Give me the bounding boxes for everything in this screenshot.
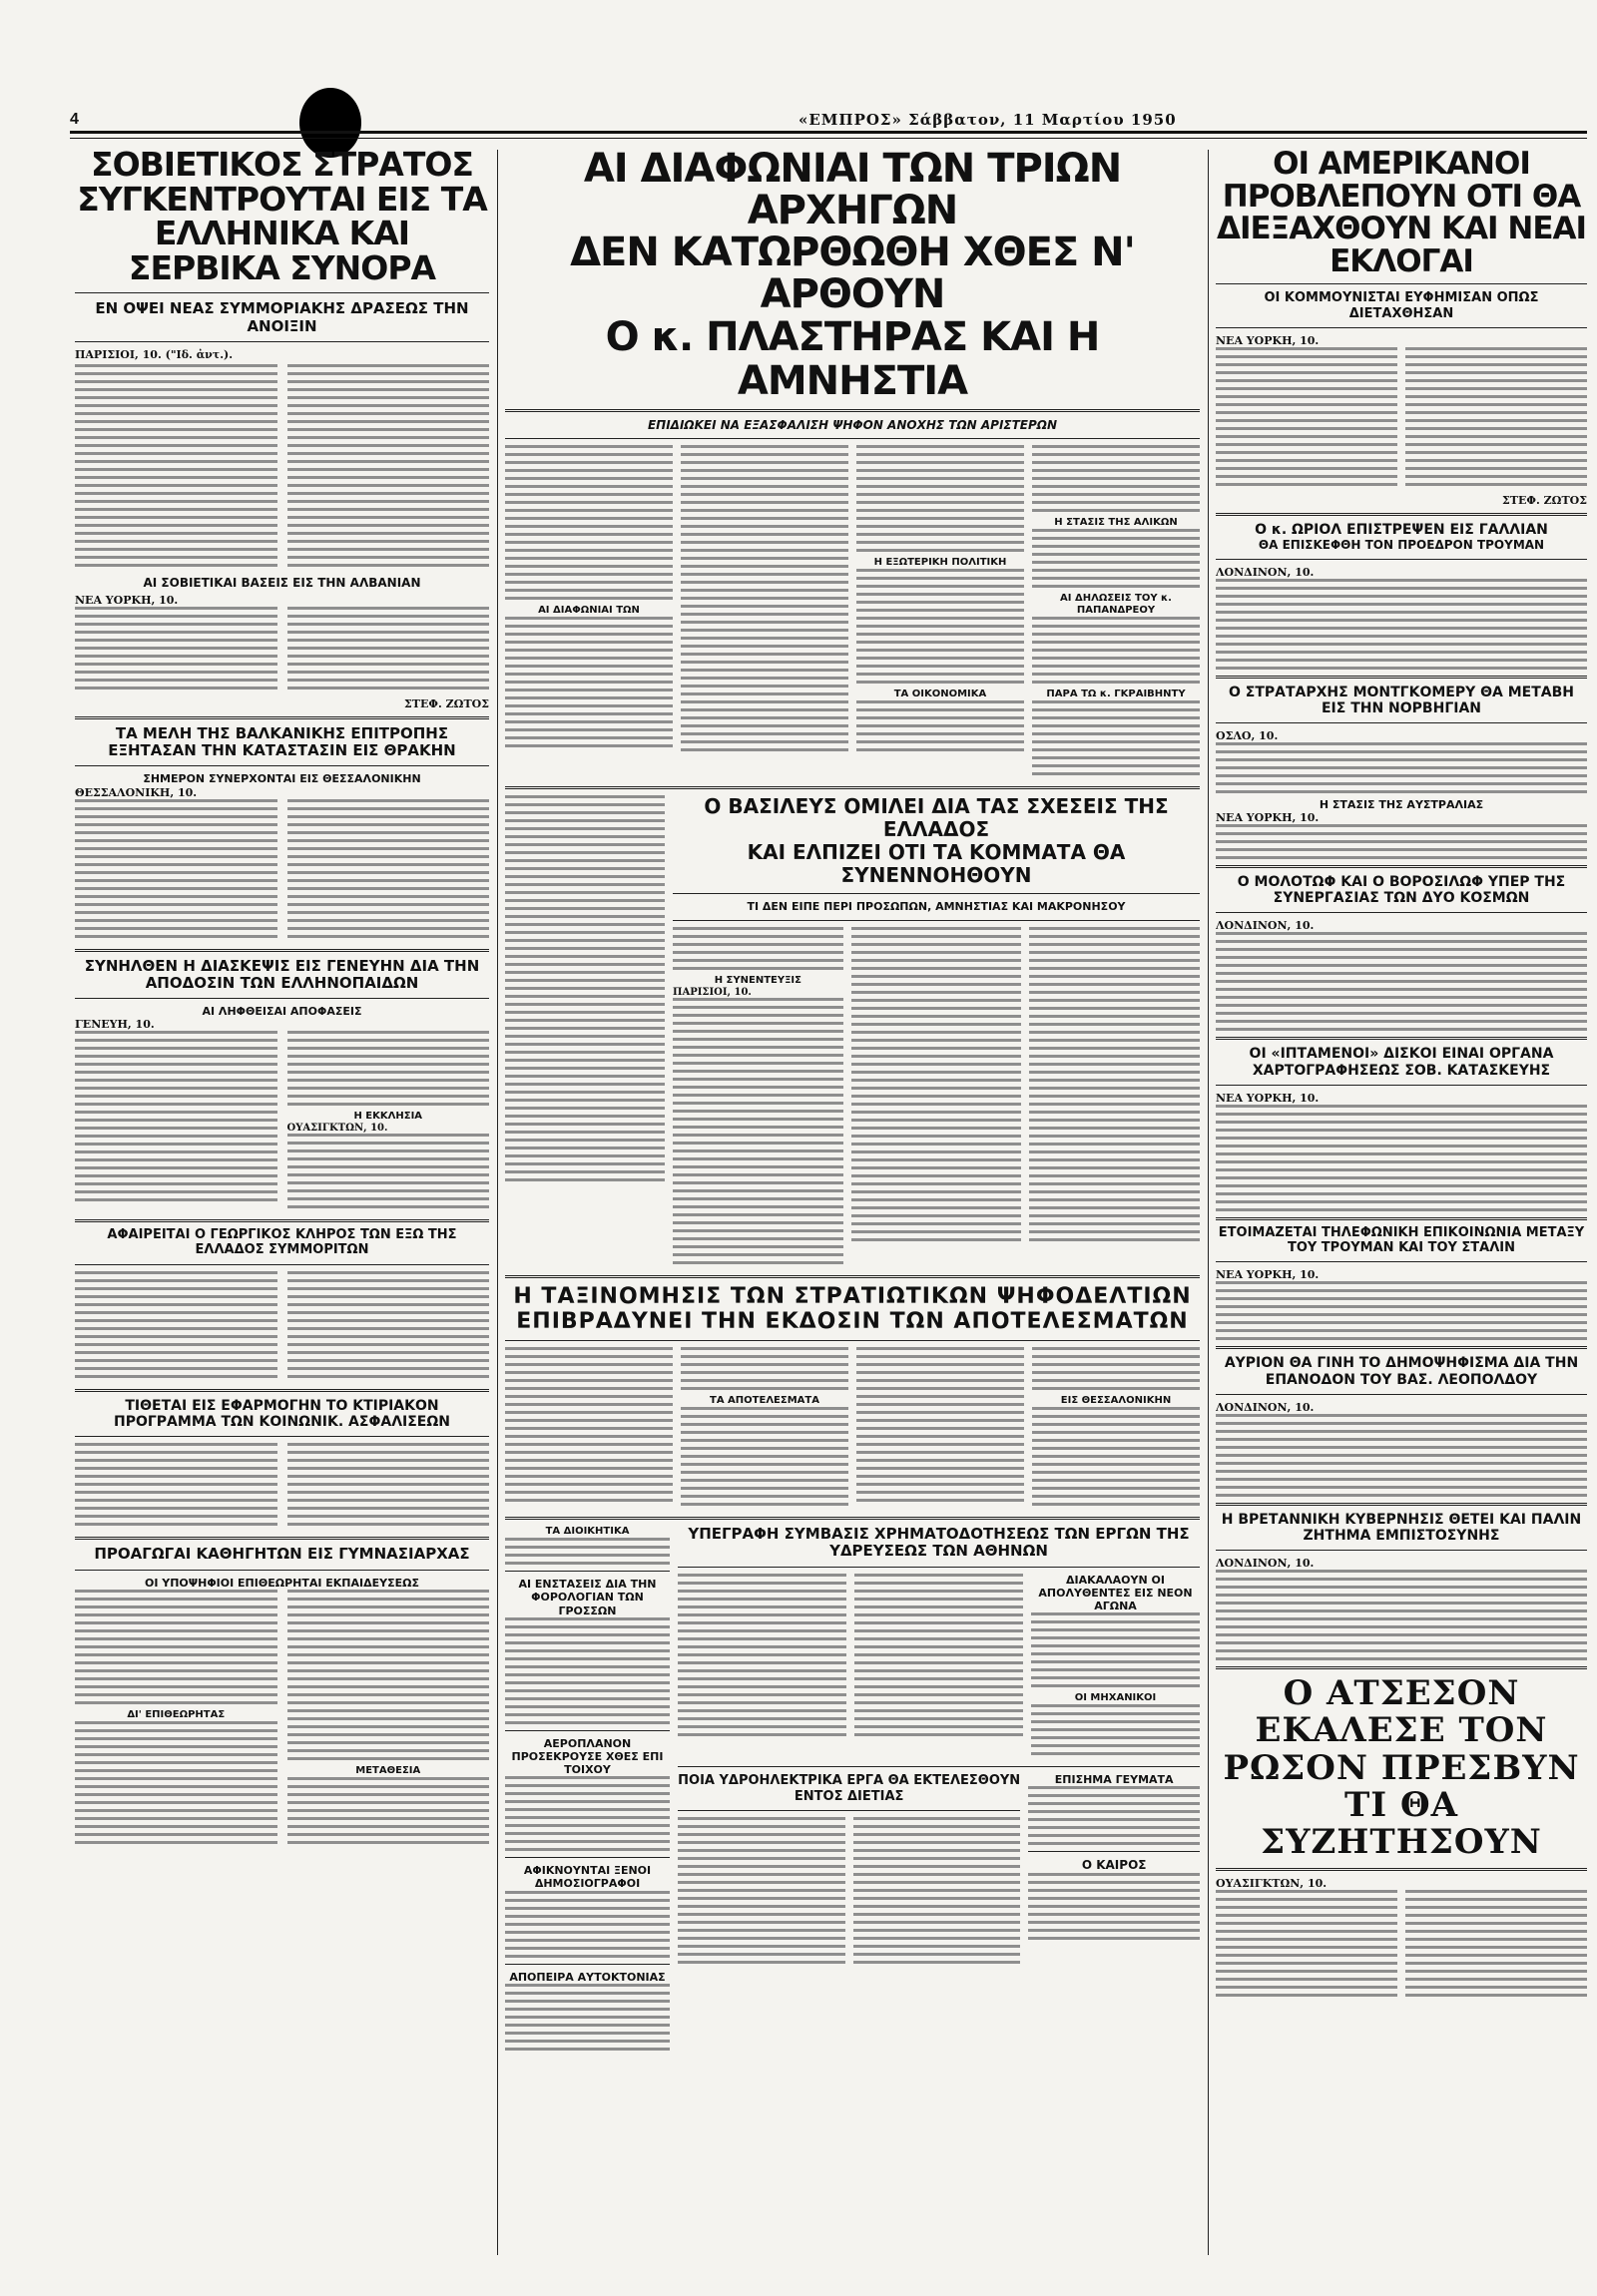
byline: ΣΤΕΦ. ΖΩΤΟΣ <box>1502 494 1587 508</box>
section-headline: Ο ΚΑΙΡΟΣ <box>1081 1858 1147 1873</box>
section-subhead: ΟΙ ΜΗΧΑΝΙΚΟΙ <box>1074 1692 1157 1704</box>
column-rule <box>1208 150 1209 2255</box>
section-headline: ΕΠΙΣΗΜΑ ΓΕΥΜΑΤΑ <box>1054 1773 1174 1787</box>
section-headline: ΟΙ «ΙΠΤΑΜΕΝΟΙ» ΔΙΣΚΟΙ ΕΙΝΑΙ ΟΡΓΑΝΑ ΧΑΡΤΟΓΡΑΦΗΣΕΩΣ ΣΟΒ. ΚΑΤΑΣΚΕΥΗΣ <box>1249 1046 1554 1079</box>
main-deck: ΕΠΙΔΙΩΚΕΙ ΝΑ ΕΞΑΣΦΑΛΙΣΗ ΨΗΦΟΝ ΑΝΟΧΗΣ ΤΩΝ ΑΡΙΣΤΕΡΩΝ <box>647 418 1058 432</box>
section-subhead: Η ΕΚΚΛΗΣΙΑ <box>353 1111 423 1123</box>
dateline: ΛΟΝΔΙΝΟΝ, 10. <box>1216 565 1315 579</box>
section-headline: ΑΙ ΕΝΣΤΑΣΕΙΣ ΔΙΑ ΤΗΝ ΦΟΡΟΛΟΓΙΑΝ ΤΩΝ ΓΡΟΣΣΩΝ <box>518 1578 657 1617</box>
section-subhead: ΑΙ ΔΗΛΩΣΕΙΣ ΤΟΥ κ. ΠΑΠΑΝΔΡΕΟΥ <box>1060 593 1172 617</box>
dateline: ΝΕΑ ΥΟΡΚΗ, 10. <box>1216 1091 1320 1105</box>
dateline: ΝΕΑ ΥΟΡΚΗ, 10. <box>1216 811 1320 825</box>
left-main-headline: ΣΟΒΙΕΤΙΚΟΣ ΣΤΡΑΤΟΣ ΣΥΓΚΕΝΤΡΟΥΤΑΙ ΕΙΣ ΤΑ ΕΛΛΗΝΙΚΑ ΚΑΙ ΣΕΡΒΙΚΑ ΣΥΝΟΡΑ <box>77 148 487 287</box>
section-subhead: Η ΣΥΝΕΝΤΕΥΞΙΣ <box>714 974 801 986</box>
dateline: ΠΑΡΙΣΙΟΙ, 10. <box>673 986 752 998</box>
section-headline: ΔΙΑΚΑΛΑΟΥΝ ΟΙ ΑΠΟΛΥΘΕΝΤΕΣ ΕΙΣ ΝΕΟΝ ΑΓΩΝΑ <box>1038 1573 1193 1613</box>
section-subhead: Η ΣΤΑΣΙΣ ΤΗΣ ΑΥΣΤΡΑΛΙΑΣ <box>1319 798 1484 812</box>
section-subhead: ΔΙ' ΕΠΙΘΕΩΡΗΤΑΣ <box>127 1708 226 1720</box>
section-headline: ΠΡΟΑΓΩΓΑΙ ΚΑΘΗΓΗΤΩΝ ΕΙΣ ΓΥΜΝΑΣΙΑΡΧΑΣ <box>94 1545 470 1564</box>
ballots-headline-line-2: ΕΠΙΒΡΑΔΥΝΕΙ ΤΗΝ ΕΚΔΟΣΙΝ ΤΩΝ ΑΠΟΤΕΛΕΣΜΑΤΩΝ <box>516 1308 1189 1334</box>
section-headline: ΠΟΙΑ ΥΔΡΟΗΛΕΚΤΡΙΚΑ ΕΡΓΑ ΘΑ ΕΚΤΕΛΕΣΘΟΥΝ ΕΝΤΟΣ ΔΙΕΤΙΑΣ <box>678 1773 1021 1804</box>
left-main-deck: ΕΝ ΟΨΕΙ ΝΕΑΣ ΣΥΜΜΟΡΙΑΚΗΣ ΔΡΑΣΕΩΣ ΤΗΝ ΑΝΟΙΞΙΝ <box>95 298 469 335</box>
section-head: ΑΙ ΣΟΒΙΕΤΙΚΑΙ ΒΑΣΕΙΣ ΕΙΣ ΤΗΝ ΑΛΒΑΝΙΑΝ <box>143 575 421 590</box>
right-main-deck: ΟΙ ΚΟΜΜΟΥΝΙΣΤΑΙ ΕΥΦΗΜΙΣΑΝ ΟΠΩΣ ΔΙΕΤΑΧΘΗΣΑΝ <box>1264 290 1539 321</box>
dateline: ΠΑΡΙΣΙΟΙ, 10. ("Ιδ. ἀντ.). <box>75 347 234 361</box>
masthead-rule <box>70 138 1587 139</box>
running-title: «ΕΜΠΡΟΣ» Σάββατον, 11 Μαρτίου 1950 <box>798 111 1177 129</box>
king-headline-line-1: Ο ΒΑΣΙΛΕΥΣ ΟΜΙΛΕΙ ΔΙΑ ΤΑΣ ΣΧΕΣΕΙΣ ΤΗΣ ΕΛΛΑΔΟΣ <box>704 794 1169 842</box>
dateline: ΟΥΑΣΙΓΚΤΩΝ, 10. <box>1216 1876 1328 1890</box>
section-headline: ΑΠΟΠΕΙΡΑ ΑΥΤΟΚΤΟΝΙΑΣ <box>509 1970 666 1984</box>
ballots-headline-line-1: Η ΤΑΞΙΝΟΜΗΣΙΣ ΤΩΝ ΣΤΡΑΤΙΩΤΙΚΩΝ ΨΗΦΟΔΕΛΤΙΩΝ <box>513 1283 1192 1309</box>
section-subhead: ΕΙΣ ΘΕΣΣΑΛΟΝΙΚΗΝ <box>1060 1395 1172 1407</box>
section-subhead: Η ΕΞΩΤΕΡΙΚΗ ΠΟΛΙΤΙΚΗ <box>873 557 1007 569</box>
section-subhead: Η ΣΤΑΣΙΣ ΤΗΣ ΑΛΙΚΩΝ <box>1054 517 1178 529</box>
article-text <box>75 364 277 572</box>
dateline: ΛΟΝΔΙΝΟΝ, 10. <box>1216 1400 1315 1414</box>
right-main-headline: ΟΙ ΑΜΕΡΙΚΑΝΟΙ ΠΡΟΒΛΕΠΟΥΝ ΟΤΙ ΘΑ ΔΙΕΞΑΧΘΟΥΝ ΚΑΙ ΝΕΑΙ ΕΚΛΟΓΑΙ <box>1216 148 1587 279</box>
section-subhead: ΤΑ ΑΠΟΤΕΛΕΣΜΑΤΑ <box>710 1395 819 1407</box>
dateline: ΟΥΑΣΙΓΚΤΩΝ, 10. <box>286 1123 388 1135</box>
left-column <box>75 148 489 2263</box>
section-subhead: ΣΗΜΕΡΟΝ ΣΥΝΕΡΧΟΝΤΑΙ ΕΙΣ ΘΕΣΣΑΛΟΝΙΚΗΝ <box>143 772 421 786</box>
main-headline-line-3: Ο κ. ΠΛΑΣΤΗΡΑΣ ΚΑΙ Η ΑΜΝΗΣΤΙΑ <box>605 314 1100 404</box>
section-headline: Ο ΣΤΡΑΤΑΡΧΗΣ ΜΟΝΤΓΚΟΜΕΡΥ ΘΑ ΜΕΤΑΒΗ ΕΙΣ ΤΗΝ ΝΟΡΒΗΓΙΑΝ <box>1229 684 1574 716</box>
section-subhead: ΘΑ ΕΠΙΣΚΕΦΘΗ ΤΟΝ ΠΡΟΕΔΡΟΝ ΤΡΟΥΜΑΝ <box>1258 538 1545 553</box>
section-headline: ΕΤΟΙΜΑΖΕΤΑΙ ΤΗΛΕΦΩΝΙΚΗ ΕΠΙΚΟΙΝΩΝΙΑ ΜΕΤΑΞΥ ΤΟΥ ΤΡΟΥΜΑΝ ΚΑΙ ΤΟΥ ΣΤΑΛΙΝ <box>1218 1224 1585 1255</box>
main-headline-line-2: ΔΕΝ ΚΑΤΩΡΘΩΘΗ ΧΘΕΣ Ν' ΑΡΘΟΥΝ <box>570 230 1135 317</box>
column-rule <box>497 150 498 2255</box>
section-headline: Η ΒΡΕΤΑΝΝΙΚΗ ΚΥΒΕΡΝΗΣΙΣ ΘΕΤΕΙ ΚΑΙ ΠΑΛΙΝ ΖΗΤΗΜΑ ΕΜΠΙΣΤΟΣΥΝΗΣ <box>1221 1511 1582 1544</box>
center-section <box>505 148 1200 2263</box>
section-headline: ΥΠΕΓΡΑΦΗ ΣΥΜΒΑΣΙΣ ΧΡΗΜΑΤΟΔΟΤΗΣΕΩΣ ΤΩΝ ΕΡΓΩΝ ΤΗΣ ΥΔΡΕΥΣΕΩΣ ΤΩΝ ΑΘΗΝΩΝ <box>688 1525 1190 1561</box>
article-text <box>287 364 490 572</box>
dateline: ΓΕΝΕΥΗ, 10. <box>75 1018 155 1032</box>
section-subhead: ΠΑΡΑ ΤΩ κ. ΓΚΡΑΙΒΗΝΤΥ <box>1046 689 1186 700</box>
section-subhead: ΑΙ ΔΙΑΦΩΝΙΑΙ ΤΩΝ <box>538 605 640 617</box>
byline: ΣΤΕΦ. ΖΩΤΟΣ <box>404 696 489 710</box>
masthead <box>70 112 1587 134</box>
section-headline: Ο κ. ΩΡΙΟΛ ΕΠΙΣΤΡΕΨΕΝ ΕΙΣ ΓΑΛΛΙΑΝ <box>1255 522 1548 539</box>
dateline: ΝΕΑ ΥΟΡΚΗ, 10. <box>1216 1268 1320 1282</box>
section-headline: ΑΦΙΚΝΟΥΝΤΑΙ ΞΕΝΟΙ ΔΗΜΟΣΙΟΓΡΑΦΟΙ <box>523 1864 652 1891</box>
dateline: ΟΣΛΟ, 10. <box>1216 729 1279 743</box>
section-subhead: ΟΙ ΥΠΟΨΗΦΙΟΙ ΕΠΙΘΕΩΡΗΤΑΙ ΕΚΠΑΙΔΕΥΣΕΩΣ <box>144 1576 420 1590</box>
section-subhead: ΤΑ ΔΙΟΙΚΗΤΙΚΑ <box>545 1526 630 1538</box>
section-headline: ΑΦΑΙΡΕΙΤΑΙ Ο ΓΕΩΡΓΙΚΟΣ ΚΛΗΡΟΣ ΤΩΝ ΕΞΩ ΤΗΣ ΕΛΛΑΔΟΣ ΣΥΜΜΟΡΙΤΩΝ <box>107 1227 457 1258</box>
acheson-headline: Ο ΑΤΣΕΣΟΝ ΕΚΑΛΕΣΕ ΤΟΝ ΡΩΣΟΝ ΠΡΕΣΒΥΝ ΤΙ ΘΑ ΣΥΖΗΤΗΣΟΥΝ <box>1223 1672 1580 1863</box>
main-headline-line-1: ΑΙ ΔΙΑΦΩΝΙΑΙ ΤΩΝ ΤΡΙΩΝ ΑΡΧΗΓΩΝ <box>583 148 1122 233</box>
dateline: ΝΕΑ ΥΟΡΚΗ, 10. <box>75 593 179 607</box>
section-subhead: ΑΙ ΛΗΦΘΕΙΣΑΙ ΑΠΟΦΑΣΕΙΣ <box>202 1005 362 1019</box>
dateline: ΘΕΣΣΑΛΟΝΙΚΗ, 10. <box>75 785 198 799</box>
king-headline-line-2: ΚΑΙ ΕΛΠΙΖΕΙ ΟΤΙ ΤΑ ΚΟΜΜΑΤΑ ΘΑ ΣΥΝΕΝΝΟΗΘΟΥΝ <box>747 840 1126 888</box>
section-headline: ΤΙΘΕΤΑΙ ΕΙΣ ΕΦΑΡΜΟΓΗΝ ΤΟ ΚΤΙΡΙΑΚΟΝ ΠΡΟΓΡΑΜΜΑ ΤΩΝ ΚΟΙΝΩΝΙΚ. ΑΣΦΑΛΙΣΕΩΝ <box>114 1398 450 1431</box>
dateline: ΛΟΝΔΙΝΟΝ, 10. <box>1216 1556 1315 1570</box>
dateline: ΛΟΝΔΙΝΟΝ, 10. <box>1216 919 1315 933</box>
section-headline: ΑΥΡΙΟΝ ΘΑ ΓΙΝΗ ΤΟ ΔΗΜΟΨΗΦΙΣΜΑ ΔΙΑ ΤΗΝ ΕΠΑΝΟΔΟΝ ΤΟΥ ΒΑΣ. ΛΕΟΠΟΛΔΟΥ <box>1224 1355 1579 1388</box>
section-subhead: ΤΑ ΟΙΚΟΝΟΜΙΚΑ <box>893 689 987 700</box>
page-number: 4 <box>70 111 79 128</box>
section-headline: Ο ΜΟΛΟΤΩΦ ΚΑΙ Ο ΒΟΡΟΣΙΛΩΦ ΥΠΕΡ ΤΗΣ ΣΥΝΕΡΓΑΣΙΑΣ ΤΩΝ ΔΥΟ ΚΟΣΜΩΝ <box>1237 874 1566 907</box>
section-subhead: ΜΕΤΑΘΕΣΙΑ <box>355 1764 421 1776</box>
section-headline: ΑΕΡΟΠΛΑΝΟΝ ΠΡΟΣΕΚΡΟΥΣΕ ΧΘΕΣ ΕΠΙ ΤΟΙΧΟΥ <box>511 1736 664 1777</box>
section-headline: ΤΑ ΜΕΛΗ ΤΗΣ ΒΑΛΚΑΝΙΚΗΣ ΕΠΙΤΡΟΠΗΣ ΕΞΗΤΑΣΑΝ ΤΗΝ ΚΑΤΑΣΤΑΣΙΝ ΕΙΣ ΘΡΑΚΗΝ <box>108 723 456 760</box>
king-deck: ΤΙ ΔΕΝ ΕΙΠΕ ΠΕΡΙ ΠΡΟΣΩΠΩΝ, ΑΜΝΗΣΤΙΑΣ ΚΑΙ ΜΑΚΡΟΝΗΣΟΥ <box>747 900 1126 914</box>
dateline: ΝΕΑ ΥΟΡΚΗ, 10. <box>1216 334 1320 348</box>
section-headline: ΣΥΝΗΛΘΕΝ Η ΔΙΑΣΚΕΨΙΣ ΕΙΣ ΓΕΝΕΥΗΝ ΔΙΑ ΤΗΝ ΑΠΟΔΟΣΙΝ ΤΩΝ ΕΛΛΗΝΟΠΑΙΔΩΝ <box>84 956 480 992</box>
right-column <box>1216 148 1587 2263</box>
